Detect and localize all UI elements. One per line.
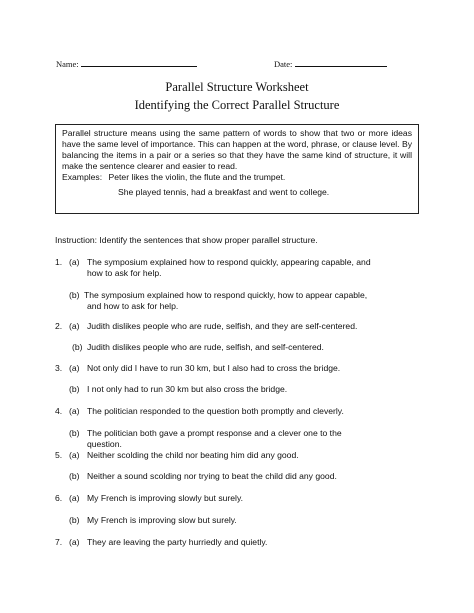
q3-a-label[interactable]: (a) [69, 363, 80, 373]
q3-a-line1: Not only did I have to run 30 km, but I also had to cross the bridge. [87, 363, 341, 373]
q6-a-line1: My French is improving slowly but surely. [87, 493, 244, 503]
q3-b-label[interactable]: (b) [69, 384, 80, 394]
intro-box [55, 124, 419, 214]
example-line-1 [62, 172, 412, 183]
q6-a-label[interactable]: (a) [69, 493, 80, 503]
q4-a-label[interactable]: (a) [69, 406, 80, 416]
q5-a-label[interactable]: (a) [69, 450, 80, 460]
q7-a-line1: They are leaving the party hurriedly and quietly. [87, 537, 268, 547]
q1-b-line1: The symposium explained how to respond quickly, how to appear capable, [84, 290, 368, 300]
q4-b-label[interactable]: (b) [69, 428, 80, 438]
q5-a-line1: Neither scolding the child nor beating him did any good. [87, 450, 299, 460]
q2-number: 2. [55, 321, 63, 331]
q6-number: 6. [55, 493, 63, 503]
q7-a-label[interactable]: (a) [69, 537, 80, 547]
q4-b-line1: The politician both gave a prompt response and a clever one to the [87, 428, 342, 438]
q3-number: 3. [55, 363, 63, 373]
q7-number: 7. [55, 537, 63, 547]
worksheet-subtitle: Identifying the Correct Parallel Structure [134, 98, 340, 112]
q4-b-line2: question. [87, 439, 122, 449]
date-label: Date: [274, 59, 293, 69]
q1-a-line2: how to ask for help. [87, 268, 162, 278]
q2-b-label[interactable]: (b) [72, 342, 83, 352]
q4-a-line1: The politician responded to the question both promptly and cleverly. [87, 406, 344, 416]
worksheet-title: Parallel Structure Worksheet [165, 80, 309, 94]
name-blank[interactable] [81, 58, 197, 67]
q2-a-label[interactable]: (a) [69, 321, 80, 331]
q6-b-label[interactable]: (b) [69, 515, 80, 525]
q5-b-label[interactable]: (b) [69, 471, 80, 481]
examples-label: Examples: [62, 172, 103, 182]
instruction: Instruction: Identify the sentences that show proper parallel structure. [55, 235, 318, 245]
q4-number: 4. [55, 406, 63, 416]
q1-a-label[interactable]: (a) [69, 257, 80, 267]
q5-number: 5. [55, 450, 63, 460]
example-2: She played tennis, had a breakfast and went to college. [118, 187, 330, 197]
date-blank[interactable] [295, 58, 387, 67]
q1-b-line2: and how to ask for help. [87, 301, 179, 311]
q2-a-line1: Judith dislikes people who are rude, selfish, and they are self-centered. [87, 321, 358, 331]
q6-b-line1: My French is improving slow but surely. [87, 515, 237, 525]
q5-b-line1: Neither a sound scolding nor trying to beat the child did any good. [87, 471, 337, 481]
q1-b-label[interactable]: (b) [69, 290, 80, 300]
example-1: Peter likes the violin, the flute and the trumpet. [108, 172, 286, 182]
q1-number: 1. [55, 257, 63, 267]
name-label: Name: [56, 59, 79, 69]
intro-paragraph: Parallel structure means using the same pattern of words to show that two or more ideas have the same level of importance. This can happen at the word, phrase, or clause level. By balancing the items in a pair or a series so that they have the same kind of structure, it will make the sentence clearer and easier to read. [62, 128, 412, 171]
q2-b-line1: Judith dislikes people who are rude, selfish, and self-centered. [87, 342, 324, 352]
q1-a-line1: The symposium explained how to respond quickly, appearing capable, and [87, 257, 371, 267]
q3-b-line1: I not only had to run 30 km but also cross the bridge. [87, 384, 288, 394]
date-field [274, 58, 387, 69]
name-field [56, 58, 197, 69]
